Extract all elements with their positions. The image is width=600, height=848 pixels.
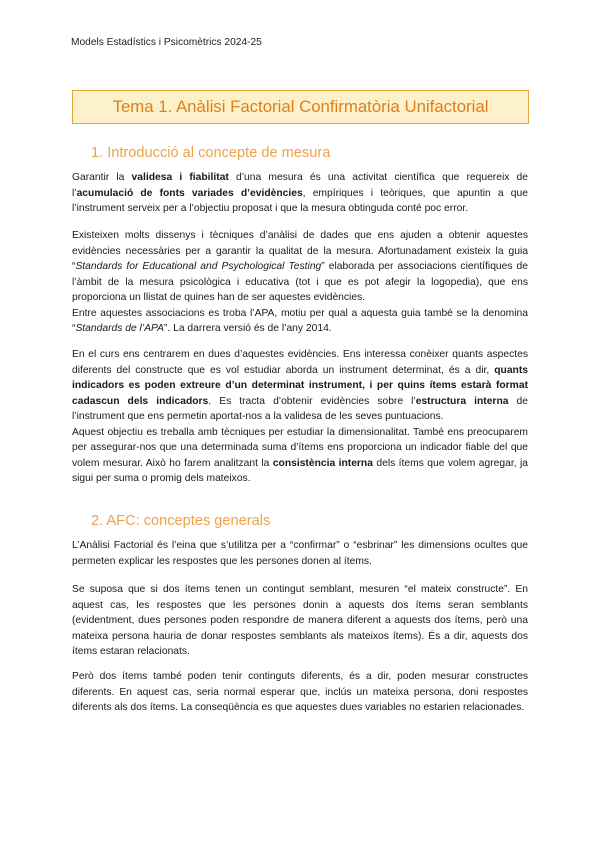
bold-phrase: acumulació de fonts variades d’evidències <box>76 187 303 199</box>
paragraph-7: Se suposa que si dos ítems tenen un contingut semblant, mesuren “el mateix constructe”. En aquest cas, les respostes que les persones donin a aquests dos ítems seran semblants (evidentment, dues persones poden respondre de manera diferent a aquests dos ítems, però una mateixa persona hauria de donar respostes semblants als mateixos ítems). És a dir, aquests dos ítems estaran relacionats. <box>72 584 528 657</box>
paragraph-3: Entre aquestes associacions es troba l’APA, motiu per qual a aquesta guia també se la denomina “Standards de l’APA”. La darrera versió és de l’any 2014. <box>72 307 528 334</box>
document-title: Tema 1. Anàlisi Factorial Confirmatòria Unifactorial <box>112 97 489 116</box>
paragraph-6: L’Anàlisi Factorial és l’eina que s’utilitza per a “confirmar” o “esbrinar” les dimensions ocultes que permeten explicar les respostes que les persones donen al ítems. <box>72 540 528 567</box>
paragraph-8: Però dos ítems també poden tenir continguts diferents, és a dir, poden mesurar constructes diferents. En aquest cas, seria normal esperar que, inclús un mateixa persona, doni respostes diferents als dos ítems. La conseqüència es que aquestes dues variables no estarien relacionades. <box>72 671 528 713</box>
section-heading-2: 2. AFC: conceptes generals <box>91 513 271 529</box>
paragraph-1: Garantir la validesa i fiabilitat d’una mesura és una activitat científica que requereix de l’acumulació de fonts variades d’evidències, empíriques i teòriques, que apuntin a que l’instrument serveix per a l’objectiu proposat i que la mesura obtinguda conté poc error. <box>72 172 529 214</box>
paragraph-4: En el curs ens centrarem en dues d’aquestes evidències. Ens interessa conèixer quants aspectes diferents del constructe que es vol estudiar aborda un instrument determinat, és a dir, quants indicadors es poden extreure d’un determinat instrument, i per quins ítems estarà format cadascun dels indicadors. Es tracta d’obtenir evidències sobre l’estructura interna de l’instrument que ens permetin aportat-nos a la validesa de les seves puntuacions. Aquest objectiu es treballa amb tècniques per estudiar la dimensionalitat. També ens preocuparem per assegurar-nos que una determinada suma d’ítems ens proporciona un indicador fiable del que volem mesurar. Això ho farem analitzant la consistència interna dels ítems que volem agregar, ja sigui per suma o promig dels mateixos. <box>72 347 528 487</box>
paragraph-2: Existeixen molts dissenys i tècniques d’anàlisi de dades que ens ajuden a obtenir aquestes evidències necessàries per a garantir la qualitat de la mesura. Afortunadament existeix la guia “Standards for Educational and Psychological Testing” elaborada per associacions científiques de l’àmbit de la mesura psicològica i educativa (tot i que es pot afegir la logopedia), que ens proporciona un llistat de quines han de ser aquestes evidències. Entre aquestes associacions es troba l’APA, motiu per qual a aquesta guia també se la denomina “Standards de l’APA”. La darrera versió és de l’any 2014. <box>72 228 528 337</box>
title-box <box>72 90 529 124</box>
bold-phrase: quants indicadors es poden extreure d’un determinat instrument, i per quins ítems estarà format cadascun dels indicadors <box>72 364 528 407</box>
paragraph-5: Aquest objectiu es treballa amb tècniques per estudiar la dimensionalitat. També ens preocuparem per assegurar-nos que una determinada suma d’ítems ens proporciona un indicador fiable del que volem mesurar. Això ho farem analitzant la consistència interna dels ítems que volem agregar, ja sigui per suma o promig dels mateixos. <box>72 426 528 484</box>
bold-phrase: validesa i fiabilitat <box>131 172 229 183</box>
italic-title: Standards for Educational and Psychological Testing <box>75 261 322 272</box>
section-heading-1: 1. Introducció al concepte de mesura <box>91 145 331 161</box>
bold-phrase: estructura interna <box>415 395 509 407</box>
italic-title: Standards de l’APA <box>75 323 164 334</box>
running-header: Models Estadístics i Psicomètrics 2024-25 <box>71 37 262 48</box>
bold-phrase: consistència interna <box>272 457 373 469</box>
